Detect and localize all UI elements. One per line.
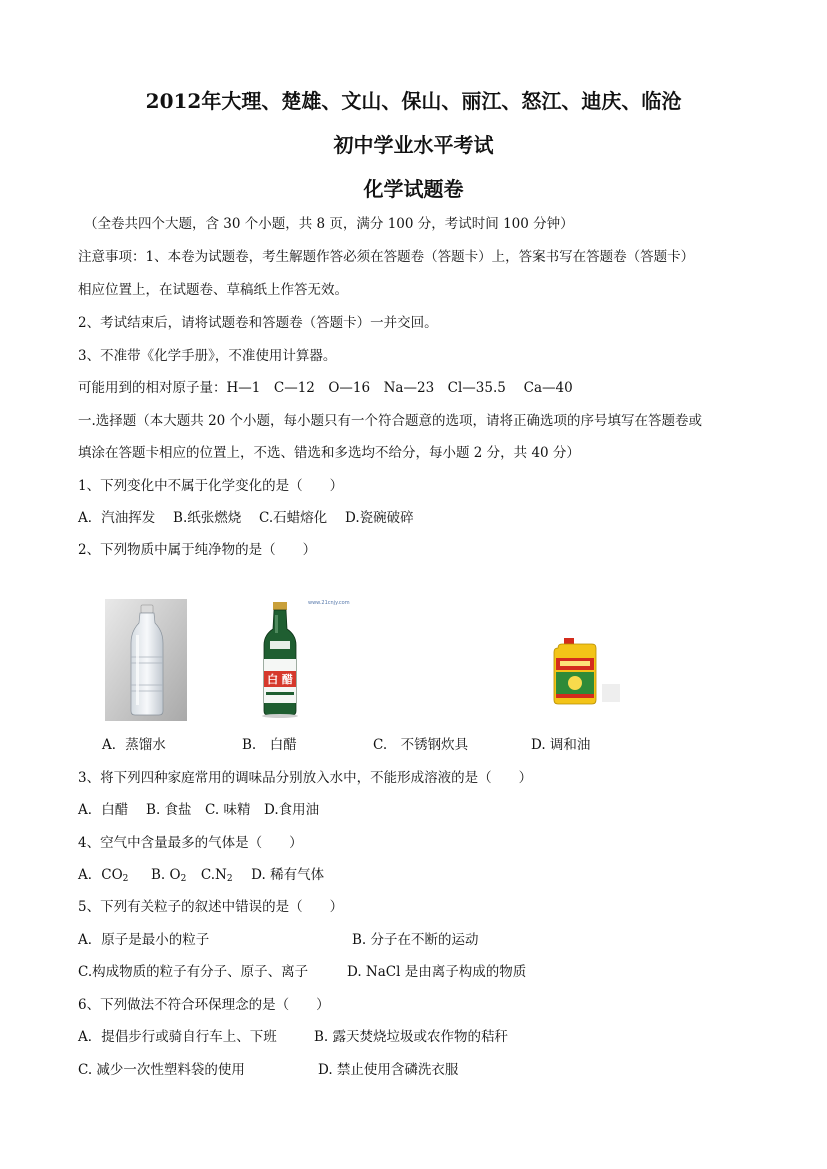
notice-item-1b: 相应位置上，在试题卷、草稿纸上作答无效。	[78, 282, 348, 298]
q5-option-c: C.构成物质的粒子有分子、原子、离子	[78, 964, 309, 980]
q2-option-a: A．蒸馏水	[102, 737, 166, 753]
q5-option-a: A．原子是最小的粒子	[78, 932, 210, 948]
q6-option-c: C. 减少一次性塑料袋的使用	[78, 1062, 245, 1078]
question-5-stem: 5、下列有关粒子的叙述中错误的是（ ）	[78, 899, 344, 915]
exam-title-line3: 化学试题卷	[363, 177, 464, 201]
water-bottle-image	[105, 599, 187, 721]
exam-title-line1: 2012年大理、楚雄、文山、保山、丽江、怒江、迪庆、临沧	[145, 89, 682, 113]
notice-item-3: 3、不准带《化学手册》，不准使用计算器。	[78, 348, 337, 364]
blended-oil-bottle-image	[550, 636, 622, 706]
question-3-stem: 3、将下列四种家庭常用的调味品分别放入水中，不能形成溶液的是（ ）	[78, 770, 533, 786]
bottle-label: 白 醋	[267, 673, 293, 686]
q4-option-a: A．$CO_2$	[78, 867, 129, 884]
vinegar-bottle-image	[248, 599, 350, 719]
q4-option-c: $C.N_2$	[200, 867, 233, 884]
question-4-stem: 4、空气中含量最多的气体是（ ）	[78, 835, 303, 851]
question-2-stem: 2、下列物质中属于纯净物的是（ ）	[78, 542, 317, 558]
q5-option-d: D. NaCl 是由离子构成的物质	[347, 964, 527, 980]
q6-option-d: D. 禁止使用含磷洗衣服	[318, 1062, 459, 1078]
question-1-stem: 1、下列变化中不属于化学变化的是（ ）	[78, 478, 344, 494]
atomic-masses: 可能用到的相对原子量：H—1 C—12 O—16 Na—23 Cl—35.5 Ca—40	[78, 380, 573, 396]
q4-option-b: B. $O_2$	[150, 867, 187, 884]
image-watermark: www.21cnjy.com	[308, 600, 350, 606]
question-6-stem: 6、下列做法不符合环保理念的是（ ）	[78, 997, 330, 1013]
q6-option-b: B. 露天焚烧垃圾或农作物的秸秆	[314, 1029, 509, 1045]
question-4-options	[78, 866, 324, 884]
section-heading-a: 一.选择题（本大题共 20 个小题，每小题只有一个符合题意的选项，请将正确选项的序号填写在答题卷或	[78, 413, 703, 429]
notice-item-2: 2、考试结束后，请将试题卷和答题卷（答题卡）一并交回。	[78, 315, 438, 331]
exam-summary: （全卷共四个大题，含 30 个小题，共 8 页，满分 100 分，考试时间 100 分钟）	[84, 216, 574, 232]
q2-option-b: B. 白醋	[242, 737, 297, 753]
q5-option-b: B. 分子在不断的运动	[352, 932, 479, 948]
q2-option-c: C. 不锈钢炊具	[373, 737, 469, 753]
q4-option-d: D. 稀有气体	[251, 867, 325, 883]
notice-item-1a: 注意事项：1、本卷为试题卷，考生解题作答必须在答题卷（答题卡）上，答案书写在答题卷（答题卡）	[78, 249, 695, 265]
q6-option-a: A．提倡步行或骑自行车上、下班	[78, 1029, 277, 1045]
question-1-options: A．汽油挥发 B.纸张燃烧 C.石蜡熔化 D.瓷碗破碎	[78, 510, 414, 526]
q2-option-d: D. 调和油	[531, 737, 591, 753]
exam-title-line2: 初中学业水平考试	[333, 133, 494, 157]
section-heading-b: 填涂在答题卡相应的位置上，不选、错选和多选均不给分，每小题 2 分，共 40 分）	[78, 445, 580, 461]
question-3-options: A．白醋 B. 食盐 C. 味精 D.食用油	[78, 802, 320, 818]
